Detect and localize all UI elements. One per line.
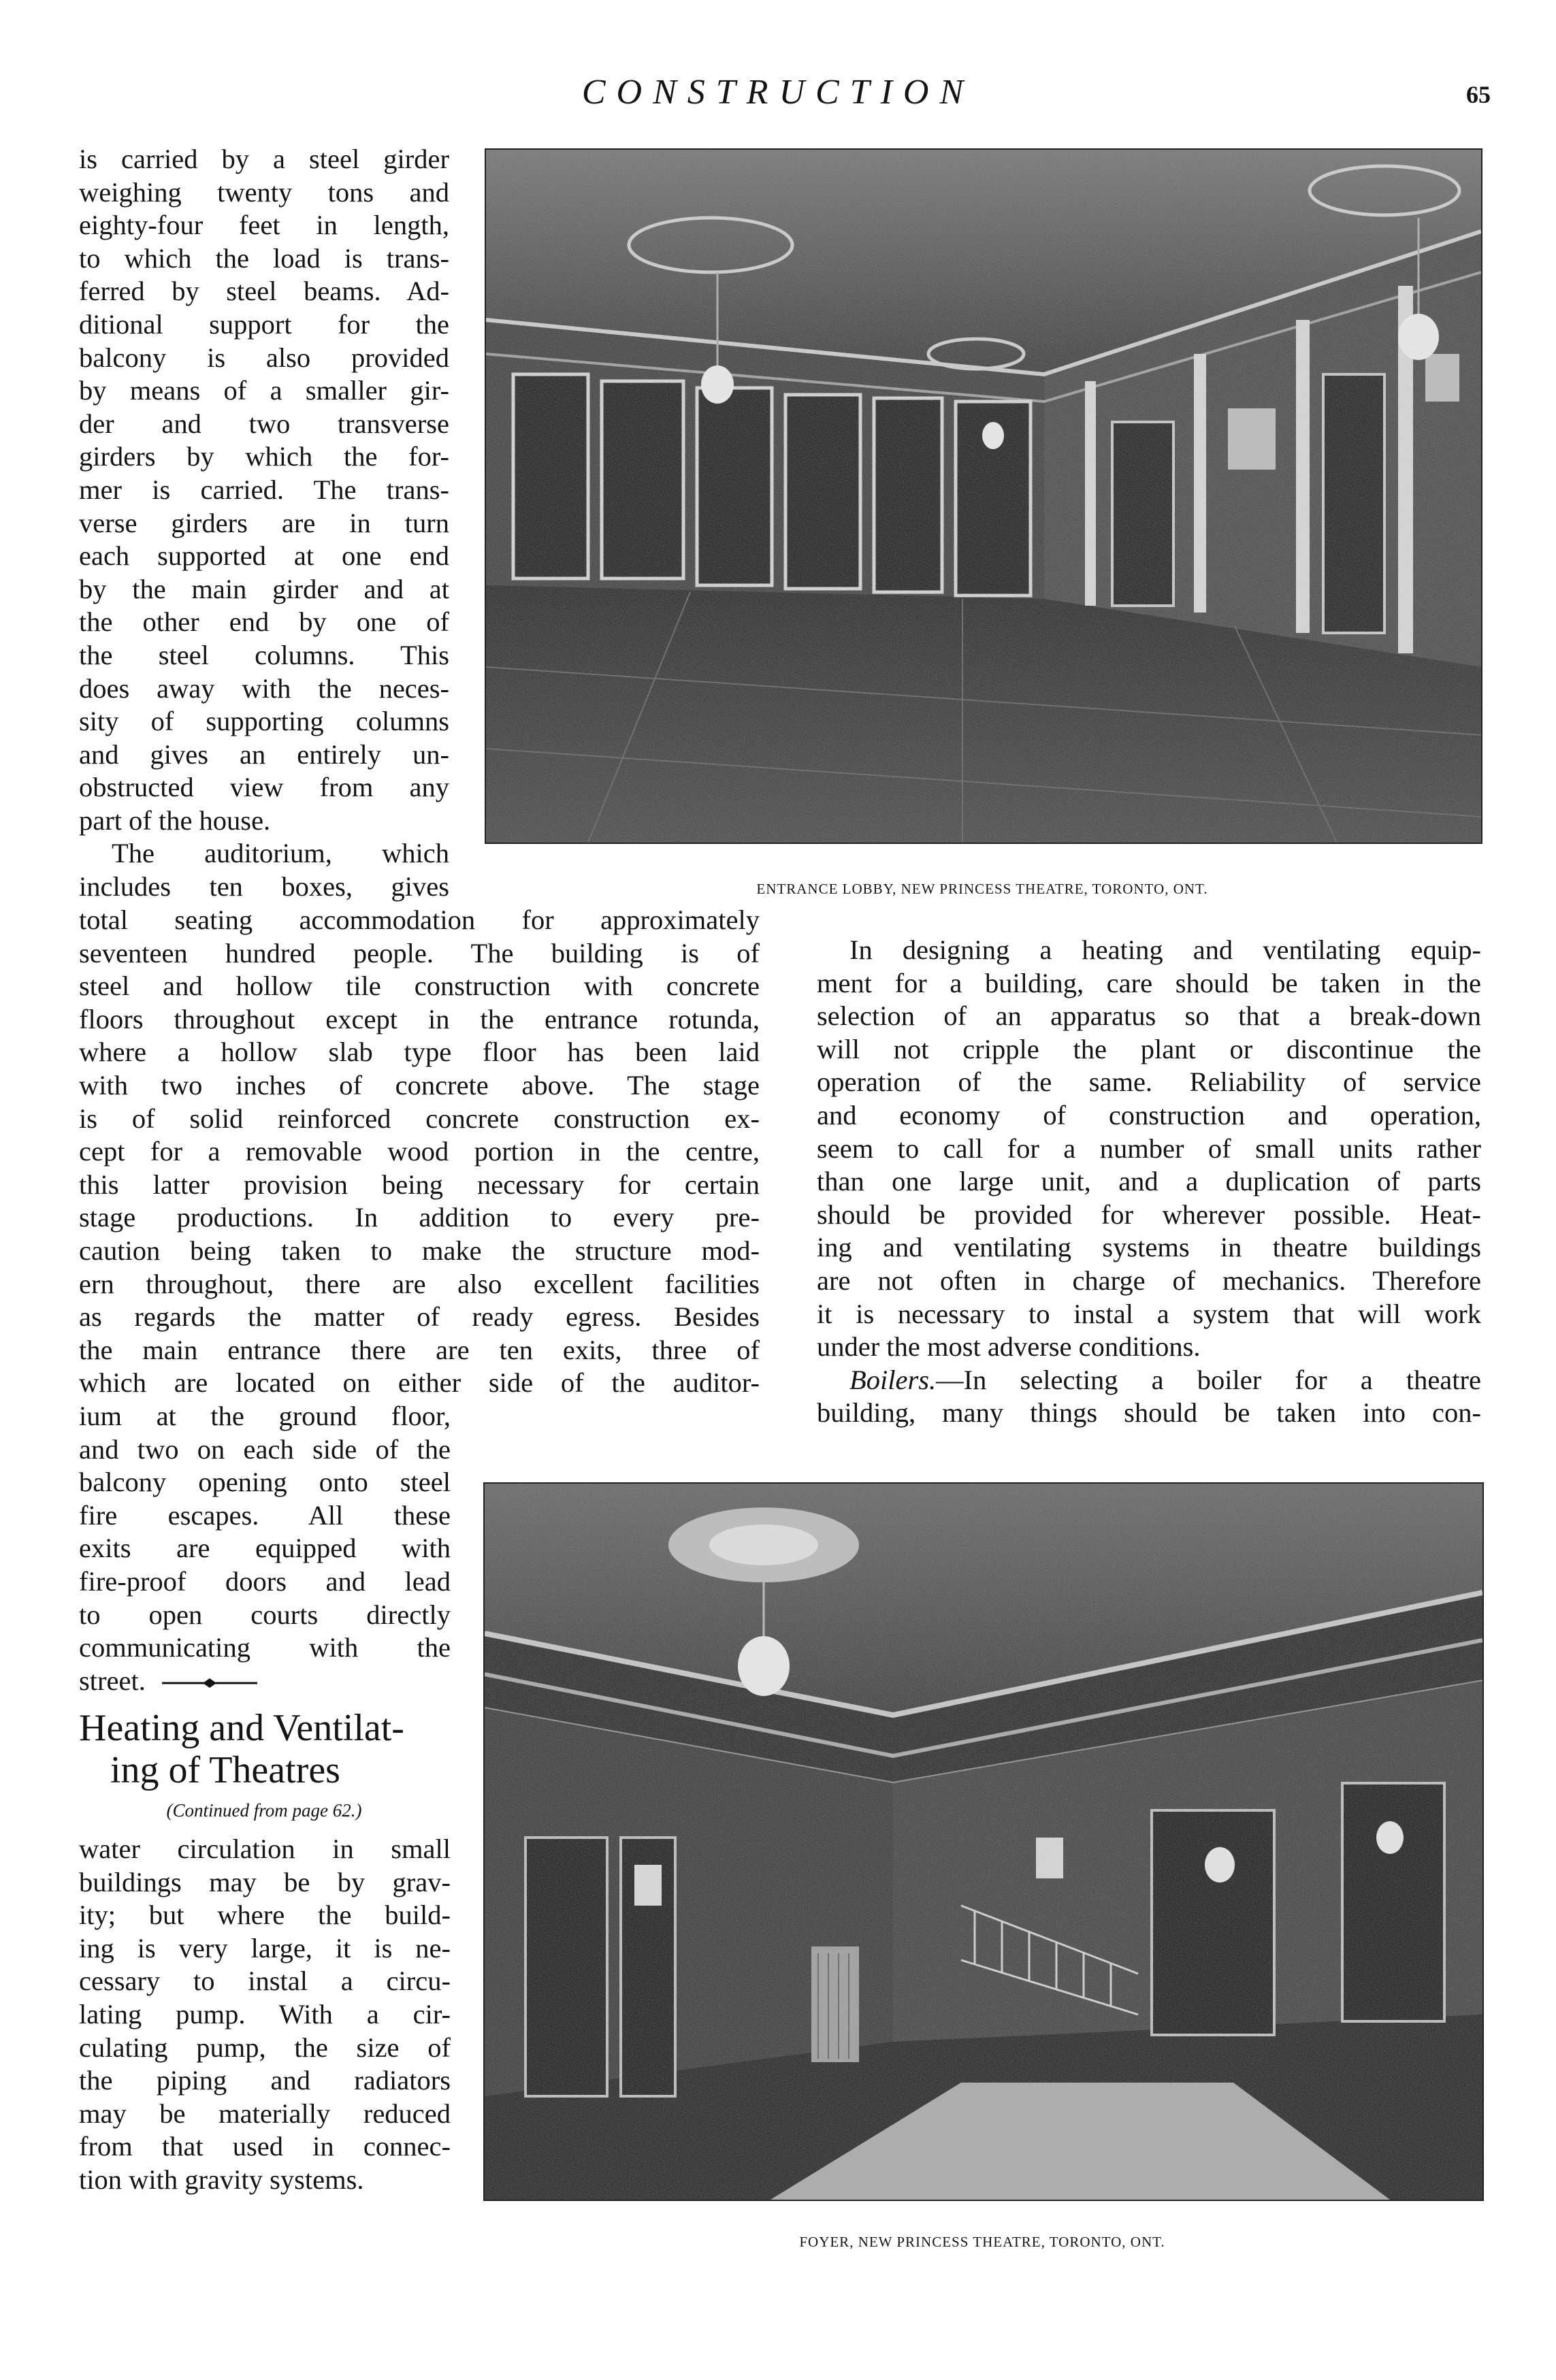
text-line: seventeen hundred people. The building is of [79, 937, 760, 968]
section-heading-line1: Heating and Ventilat- [79, 1707, 404, 1749]
text-line: ferred by steel beams. Ad- [79, 276, 449, 307]
text-line: with two inches of concrete above. The stage [79, 1069, 760, 1101]
page-number: 65 [1466, 81, 1491, 108]
text-line: fire-proof doors and lead [79, 1565, 451, 1597]
bottom-figure-caption: FOYER, NEW PRINCESS THEATRE, TORONTO, ONT. [799, 2234, 1165, 2250]
text-line: The auditorium, which [112, 838, 449, 869]
left-column-lower-text [79, 1400, 451, 1697]
text-line: and two on each side of the [79, 1433, 451, 1465]
text-line: obstructed view from any [79, 772, 449, 803]
text-line: and economy of construction and operation, [817, 1099, 1481, 1130]
text-line: does away with the neces- [79, 672, 449, 704]
text-line: steel and hollow tile construction with concrete [79, 971, 760, 1002]
text-line: building, many things should be taken into con- [817, 1397, 1481, 1429]
text-line: culating pump, the size of [79, 2032, 451, 2063]
text-line: it is necessary to instal a system that will work [817, 1298, 1481, 1329]
boilers-line [817, 1364, 1481, 1397]
text-line: part of the house. [79, 804, 271, 836]
text-line: includes ten boxes, gives [79, 871, 449, 902]
text-line: this latter provision being necessary for certain [79, 1169, 760, 1200]
running-title: CONSTRUCTION [581, 73, 975, 112]
text-line: which are located on either side of the auditor- [79, 1367, 760, 1399]
text-line: communicating with the [79, 1632, 451, 1663]
text-line: where a hollow slab type floor has been laid [79, 1037, 760, 1068]
text-line: cept for a removable wood portion in the centre, [79, 1136, 760, 1167]
text-line: caution being taken to make the structure mod- [79, 1235, 760, 1266]
continued-note: (Continued from page 62.) [166, 1800, 362, 1821]
text-line: tion with gravity systems. [79, 2164, 364, 2195]
text-line: ment for a building, care should be taken in the [817, 967, 1481, 998]
street-word: street. [79, 1665, 146, 1696]
boilers-line-rest: —In selecting a boiler for a theatre [936, 1364, 1481, 1395]
text-line: each supported at one end [79, 540, 449, 572]
left-column-wide-text [79, 904, 760, 1400]
text-line: the steel columns. This [79, 639, 449, 670]
text-line: by means of a smaller gir- [79, 375, 449, 406]
text-line: balcony opening onto steel [79, 1467, 451, 1498]
text-line: by the main girder and at [79, 573, 449, 604]
entrance-lobby-photo [485, 148, 1482, 844]
boilers-label: Boilers. [849, 1364, 937, 1395]
text-line: and gives an entirely un- [79, 738, 449, 770]
text-line: operation of the same. Reliability of service [817, 1066, 1481, 1098]
text-line: floors throughout except in the entrance rotunda, [79, 1003, 760, 1034]
left-column-top-text [79, 143, 449, 904]
text-line: ity; but where the build- [79, 1900, 451, 1931]
text-line: water circulation in small [79, 1833, 451, 1864]
text-line: lating pump. With a cir- [79, 1998, 451, 2029]
text-line: exits are equipped with [79, 1533, 451, 1564]
text-line: total seating accommodation for approximately [79, 904, 760, 935]
text-line [79, 1665, 451, 1698]
text-line: der and two transverse [79, 408, 449, 439]
section-heading [79, 1707, 460, 1791]
text-line: to which the load is trans- [79, 242, 449, 274]
text-line: selection of an apparatus so that a break-down [817, 1000, 1481, 1032]
text-line: ditional support for the [79, 308, 449, 340]
ornament-divider [162, 1676, 257, 1690]
text-line: is of solid reinforced concrete construction ex- [79, 1103, 760, 1134]
text-line: cessary to instal a circu- [79, 1966, 451, 1997]
right-column-text [817, 934, 1481, 1430]
text-line: may be materially reduced [79, 2098, 451, 2129]
text-line: seem to call for a number of small units rather [817, 1132, 1481, 1164]
section-heading-line2: ing of Theatres [110, 1749, 340, 1791]
text-line: the main entrance there are ten exits, three of [79, 1334, 760, 1365]
text-line: weighing twenty tons and [79, 176, 449, 208]
text-line: ern throughout, there are also excellent facilities [79, 1268, 760, 1299]
text-line: the other end by one of [79, 606, 449, 638]
text-line: than one large unit, and a duplication of parts [817, 1166, 1481, 1197]
foyer-photo [483, 1482, 1484, 2201]
text-line: stage productions. In addition to every pre- [79, 1202, 760, 1233]
text-line: fire escapes. All these [79, 1499, 451, 1531]
text-line: under the most adverse conditions. [817, 1331, 1201, 1363]
text-line: In designing a heating and ventilating equip- [849, 934, 1481, 965]
text-line: is carried by a steel girder [79, 144, 449, 174]
text-line: ium at the ground floor, [79, 1401, 451, 1431]
text-line: as regards the matter of ready egress. Besides [79, 1301, 760, 1333]
text-line: ing and ventilating systems in theatre buildings [817, 1232, 1481, 1263]
text-line: ing is very large, it is ne- [79, 1932, 451, 1963]
section-text [79, 1833, 451, 2197]
text-line: the piping and radiators [79, 2065, 451, 2096]
text-line: sity of supporting columns [79, 706, 449, 737]
text-line: balcony is also provided [79, 342, 449, 373]
text-line: to open courts directly [79, 1599, 451, 1630]
text-line: mer is carried. The trans- [79, 474, 449, 505]
text-line: girders by which the for- [79, 441, 449, 472]
text-line: are not often in charge of mechanics. Therefore [817, 1265, 1481, 1296]
text-line: should be provided for wherever possible. Heat- [817, 1199, 1481, 1230]
text-line: buildings may be by grav- [79, 1866, 451, 1897]
text-line: verse girders are in turn [79, 507, 449, 538]
text-line: from that used in connec- [79, 2131, 451, 2162]
text-line: will not cripple the plant or discontinue the [817, 1033, 1481, 1064]
top-figure-caption: ENTRANCE LOBBY, NEW PRINCESS THEATRE, TORONTO, ONT. [756, 881, 1208, 897]
text-line: eighty-four feet in length, [79, 210, 449, 241]
